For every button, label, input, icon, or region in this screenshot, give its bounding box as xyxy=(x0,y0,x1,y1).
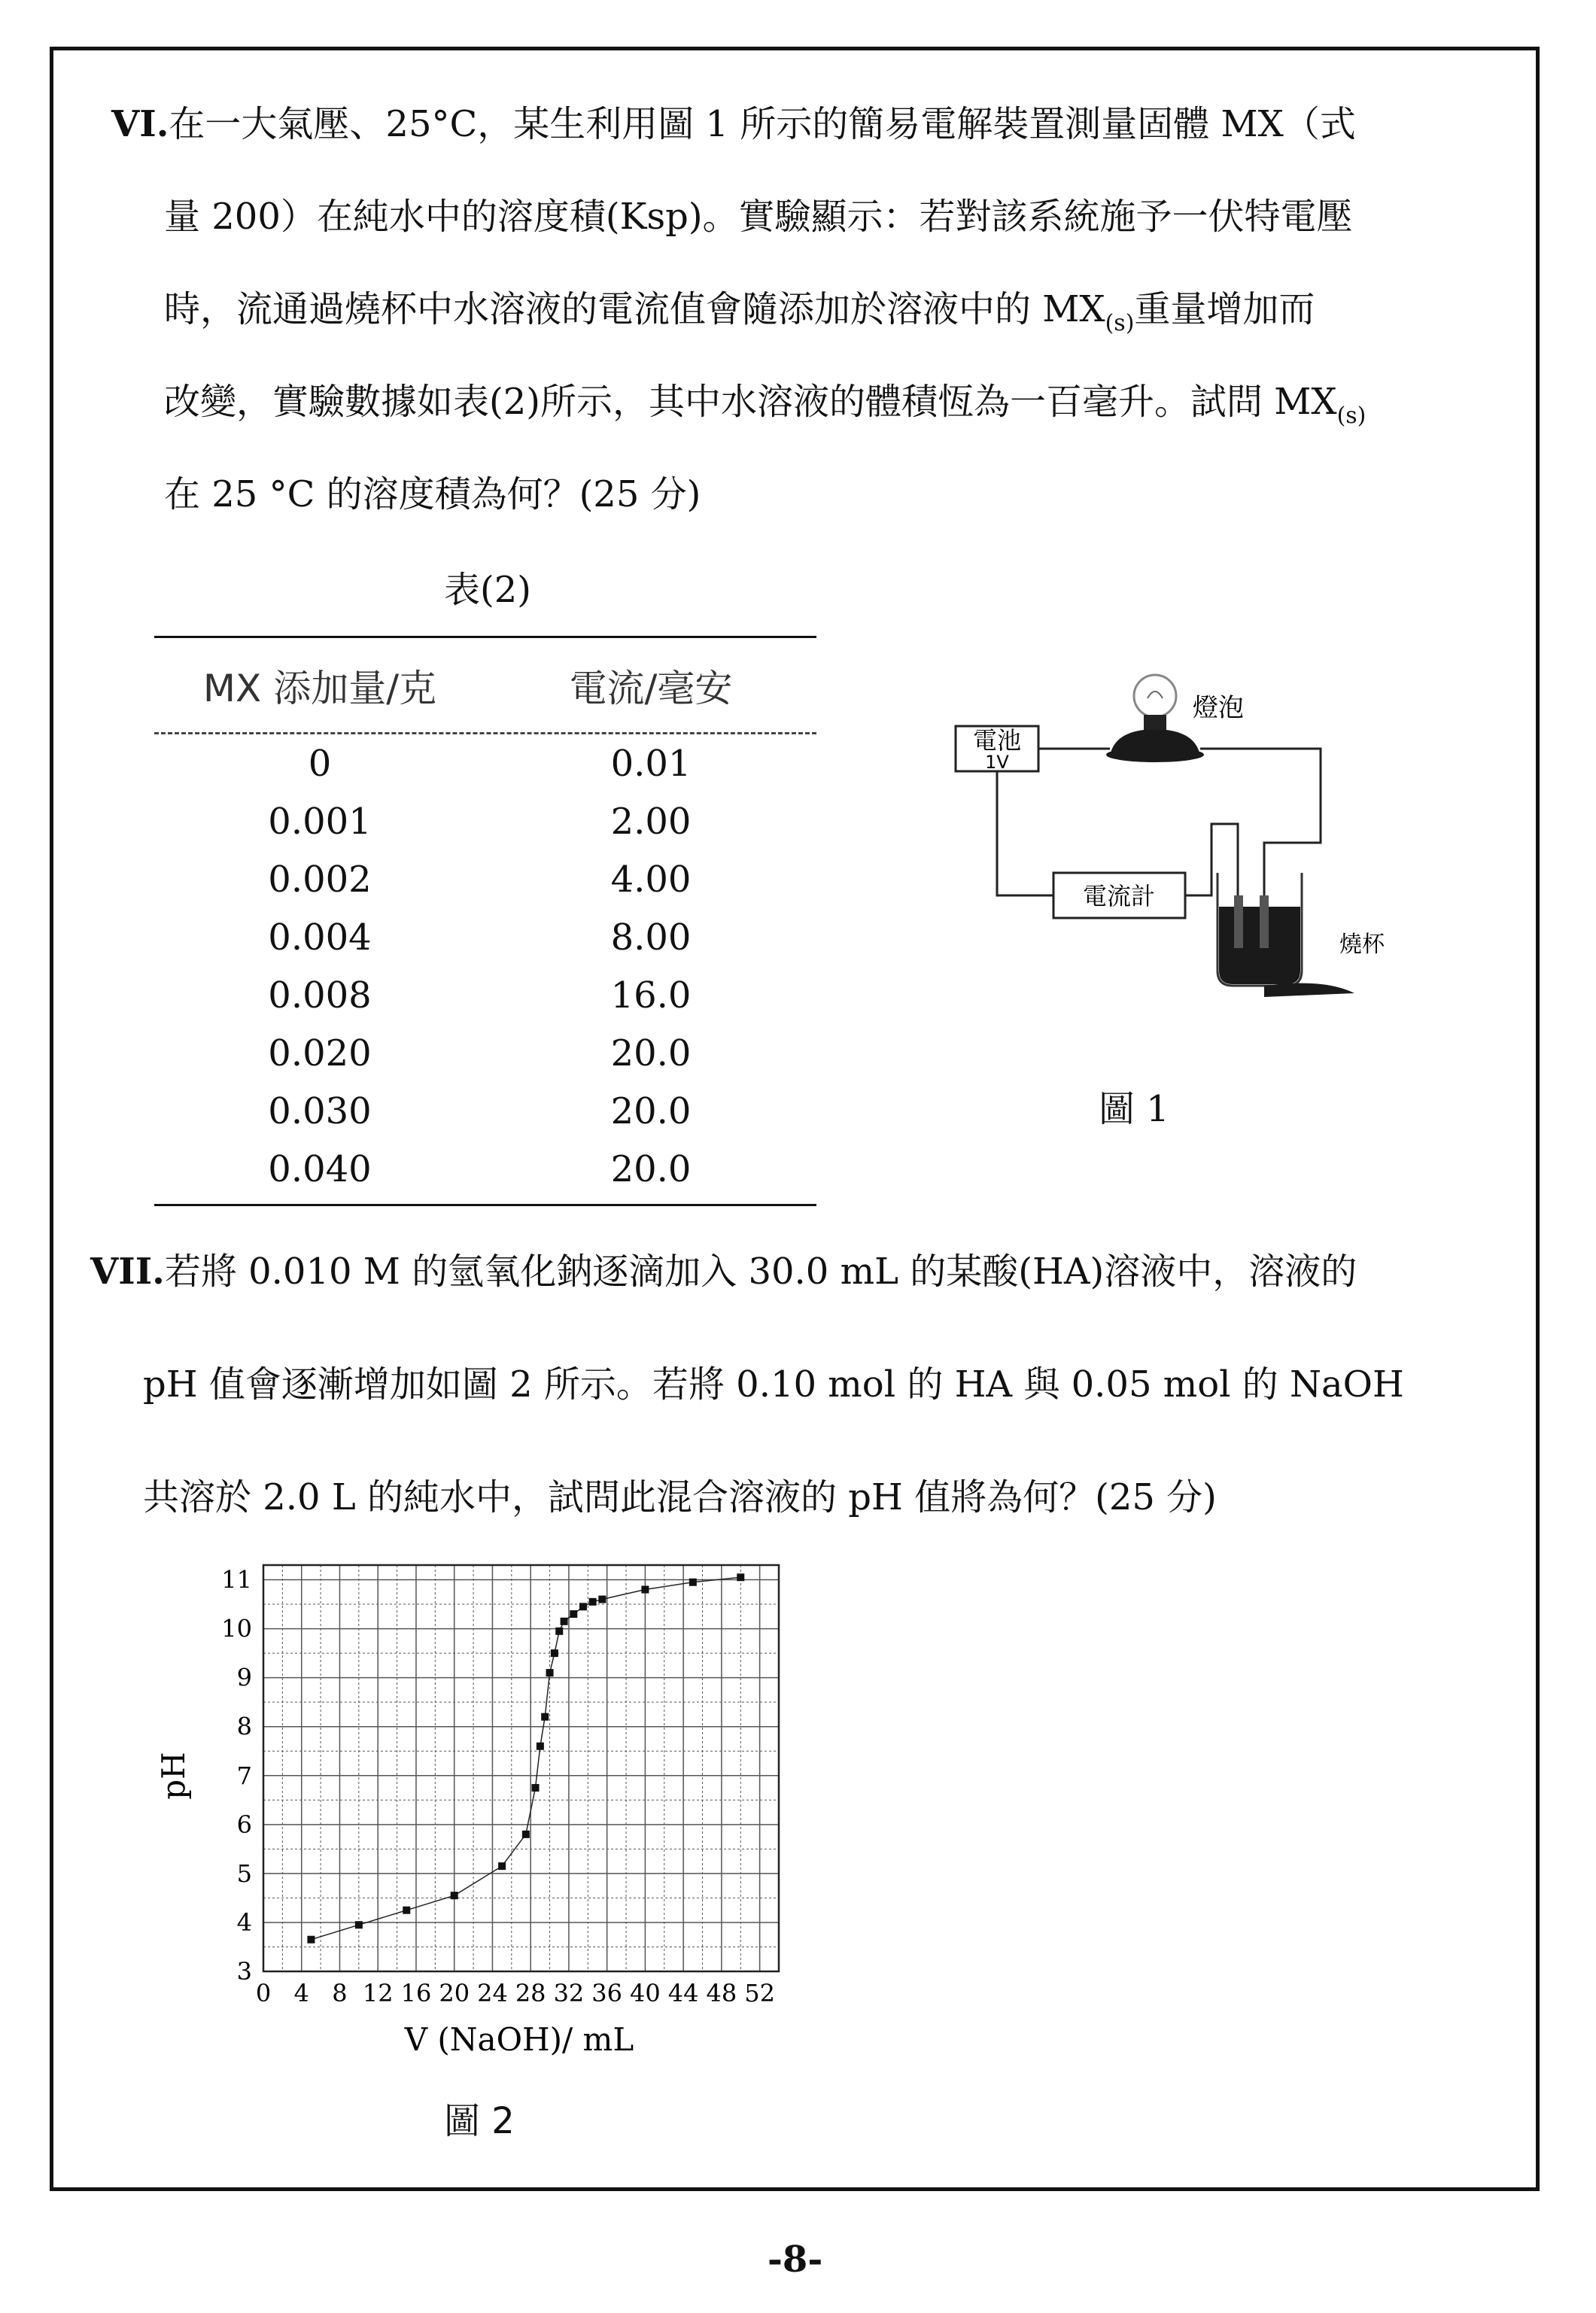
y-tick-label: 9 xyxy=(236,1663,252,1692)
x-tick-label: 0 xyxy=(255,1979,272,2008)
data-point xyxy=(737,1573,744,1581)
cell-current: 4.00 xyxy=(610,858,692,901)
y-axis-label: pH xyxy=(155,1752,192,1800)
chart-grid xyxy=(263,1565,779,1971)
q6-line1-text: 在一大氣壓、25°C，某生利用圖 1 所示的簡易電解裝置測量固體 MX（式 xyxy=(169,103,1356,145)
q7-number: VII. xyxy=(90,1251,165,1293)
data-table xyxy=(154,636,816,1206)
table-row xyxy=(154,1082,816,1140)
q7-line1-text: 若將 0.010 M 的氫氧化鈉逐滴加入 30.0 mL 的某酸(HA)溶液中，溶液的 xyxy=(164,1251,1357,1293)
x-axis-label: V (NaOH)/ mL xyxy=(404,2021,634,2058)
q6-line3-b: 重量增加而 xyxy=(1134,288,1315,330)
table-row xyxy=(154,734,816,792)
q6-line5: 在 25 °C 的溶度積為何？(25 分) xyxy=(164,473,701,515)
y-tick-label: 7 xyxy=(236,1761,252,1790)
q6-number: VI. xyxy=(111,103,169,145)
data-point xyxy=(537,1743,544,1750)
plot-frame xyxy=(263,1565,779,1971)
data-point xyxy=(641,1586,649,1594)
x-tick-label: 44 xyxy=(667,1979,699,2008)
data-point xyxy=(561,1618,568,1625)
y-tick-label: 10 xyxy=(221,1614,252,1643)
table-header-current: 電流/毫安 xyxy=(569,666,733,710)
titration-curve xyxy=(311,1577,740,1939)
data-point xyxy=(546,1669,554,1676)
cell-current: 20.0 xyxy=(610,1090,692,1132)
x-tick-label: 16 xyxy=(400,1979,432,2008)
q6-line1 xyxy=(111,102,1356,147)
cell-mx-amount: 0.030 xyxy=(268,1090,372,1132)
cell-mx-amount: 0.040 xyxy=(268,1147,372,1190)
x-tick-label: 8 xyxy=(332,1979,348,2008)
data-point xyxy=(307,1936,315,1944)
data-point xyxy=(498,1862,506,1870)
q7-line2: pH 值會逐漸增加如圖 2 所示。若將 0.10 mol 的 HA 與 0.05 mol 的 NaOH xyxy=(143,1363,1404,1406)
cell-current: 20.0 xyxy=(610,1032,692,1074)
cell-current: 20.0 xyxy=(610,1147,692,1190)
cell-mx-amount: 0.001 xyxy=(268,800,372,843)
q7-line1 xyxy=(90,1249,1357,1294)
cell-mx-amount: 0.008 xyxy=(268,974,372,1017)
data-point xyxy=(579,1603,587,1610)
y-tick-label: 5 xyxy=(236,1859,252,1888)
battery-voltage: 1V xyxy=(985,752,1009,773)
wire-battery-ammeter xyxy=(997,771,1053,895)
cell-current: 2.00 xyxy=(610,800,692,843)
x-tick-label: 4 xyxy=(293,1979,309,2008)
q6-line3-sub: (s) xyxy=(1105,310,1135,336)
cell-mx-amount: 0 xyxy=(308,742,332,785)
table-row xyxy=(154,1140,816,1198)
data-point xyxy=(451,1892,458,1899)
wire-ammeter-electrode xyxy=(1185,824,1238,899)
y-tick-label: 11 xyxy=(221,1565,252,1594)
data-point xyxy=(355,1921,363,1929)
x-tick-label: 40 xyxy=(630,1979,661,2008)
x-tick-labels xyxy=(256,1979,775,2008)
data-point xyxy=(522,1831,530,1838)
ammeter-label: 電流計 xyxy=(1082,882,1156,910)
data-point xyxy=(541,1713,549,1721)
beaker-label: 燒杯 xyxy=(1339,932,1385,958)
data-point xyxy=(570,1610,577,1618)
cell-current: 16.0 xyxy=(610,974,692,1017)
data-point xyxy=(532,1784,540,1792)
page-number: -8- xyxy=(768,2239,823,2281)
figure2-caption: 圖 2 xyxy=(444,2100,515,2142)
table-header xyxy=(154,638,816,732)
x-tick-label: 36 xyxy=(591,1979,623,2008)
y-tick-label: 3 xyxy=(236,1957,252,1986)
x-tick-label: 48 xyxy=(706,1979,737,2008)
q6-line3 xyxy=(164,287,1315,346)
y-tick-label: 4 xyxy=(236,1907,252,1937)
y-tick-label: 8 xyxy=(236,1712,252,1741)
data-point xyxy=(551,1649,558,1657)
table-row xyxy=(154,966,816,1024)
cell-current: 8.00 xyxy=(610,916,692,959)
x-tick-label: 52 xyxy=(744,1979,775,2008)
bulb-icon xyxy=(1106,675,1204,762)
x-tick-label: 12 xyxy=(362,1979,394,2008)
q6-line4 xyxy=(164,379,1366,439)
table-row xyxy=(154,1024,816,1082)
data-point xyxy=(555,1628,563,1635)
figure1-caption: 圖 1 xyxy=(1099,1088,1169,1130)
cell-mx-amount: 0.004 xyxy=(268,916,372,959)
circuit-diagram xyxy=(933,655,1460,1001)
titration-chart xyxy=(150,1550,828,2092)
q6-line4-a: 改變，實驗數據如表(2)所示，其中水溶液的體積恆為一百毫升。試問 MX xyxy=(164,381,1337,423)
x-tick-label: 20 xyxy=(439,1979,470,2008)
data-point xyxy=(403,1907,410,1914)
table-bottom-rule xyxy=(154,1204,816,1206)
q6-line3-a: 時，流通過燒杯中水溶液的電流值會隨添加於溶液中的 MX xyxy=(164,288,1105,330)
table-body xyxy=(154,734,816,1198)
table-row xyxy=(154,792,816,850)
x-tick-label: 24 xyxy=(477,1979,508,2008)
table-row xyxy=(154,850,816,908)
y-tick-label: 6 xyxy=(236,1810,252,1839)
table-caption: 表(2) xyxy=(444,569,531,611)
battery-label: 電池 xyxy=(972,726,1022,755)
q6-line2: 量 200）在純水中的溶度積(Ksp)。實驗顯示：若對該系統施予一伏特電壓 xyxy=(164,196,1353,238)
y-tick-labels xyxy=(221,1566,252,1986)
q6-line4-sub: (s) xyxy=(1336,403,1366,429)
q7-line3: 共溶於 2.0 L 的純水中，試問此混合溶液的 pH 值將為何？(25 分) xyxy=(143,1476,1217,1518)
table-header-mx: MX 添加量/克 xyxy=(202,666,437,710)
bulb-label: 燈泡 xyxy=(1193,693,1244,723)
cell-current: 0.01 xyxy=(610,742,692,785)
x-tick-label: 28 xyxy=(515,1979,546,2008)
data-point xyxy=(589,1598,597,1606)
data-point xyxy=(598,1596,606,1603)
cell-mx-amount: 0.002 xyxy=(268,858,372,901)
x-tick-label: 32 xyxy=(553,1979,585,2008)
data-point xyxy=(689,1579,697,1586)
table-row xyxy=(154,908,816,966)
chart-axes xyxy=(263,1565,779,1971)
cell-mx-amount: 0.020 xyxy=(268,1032,372,1074)
